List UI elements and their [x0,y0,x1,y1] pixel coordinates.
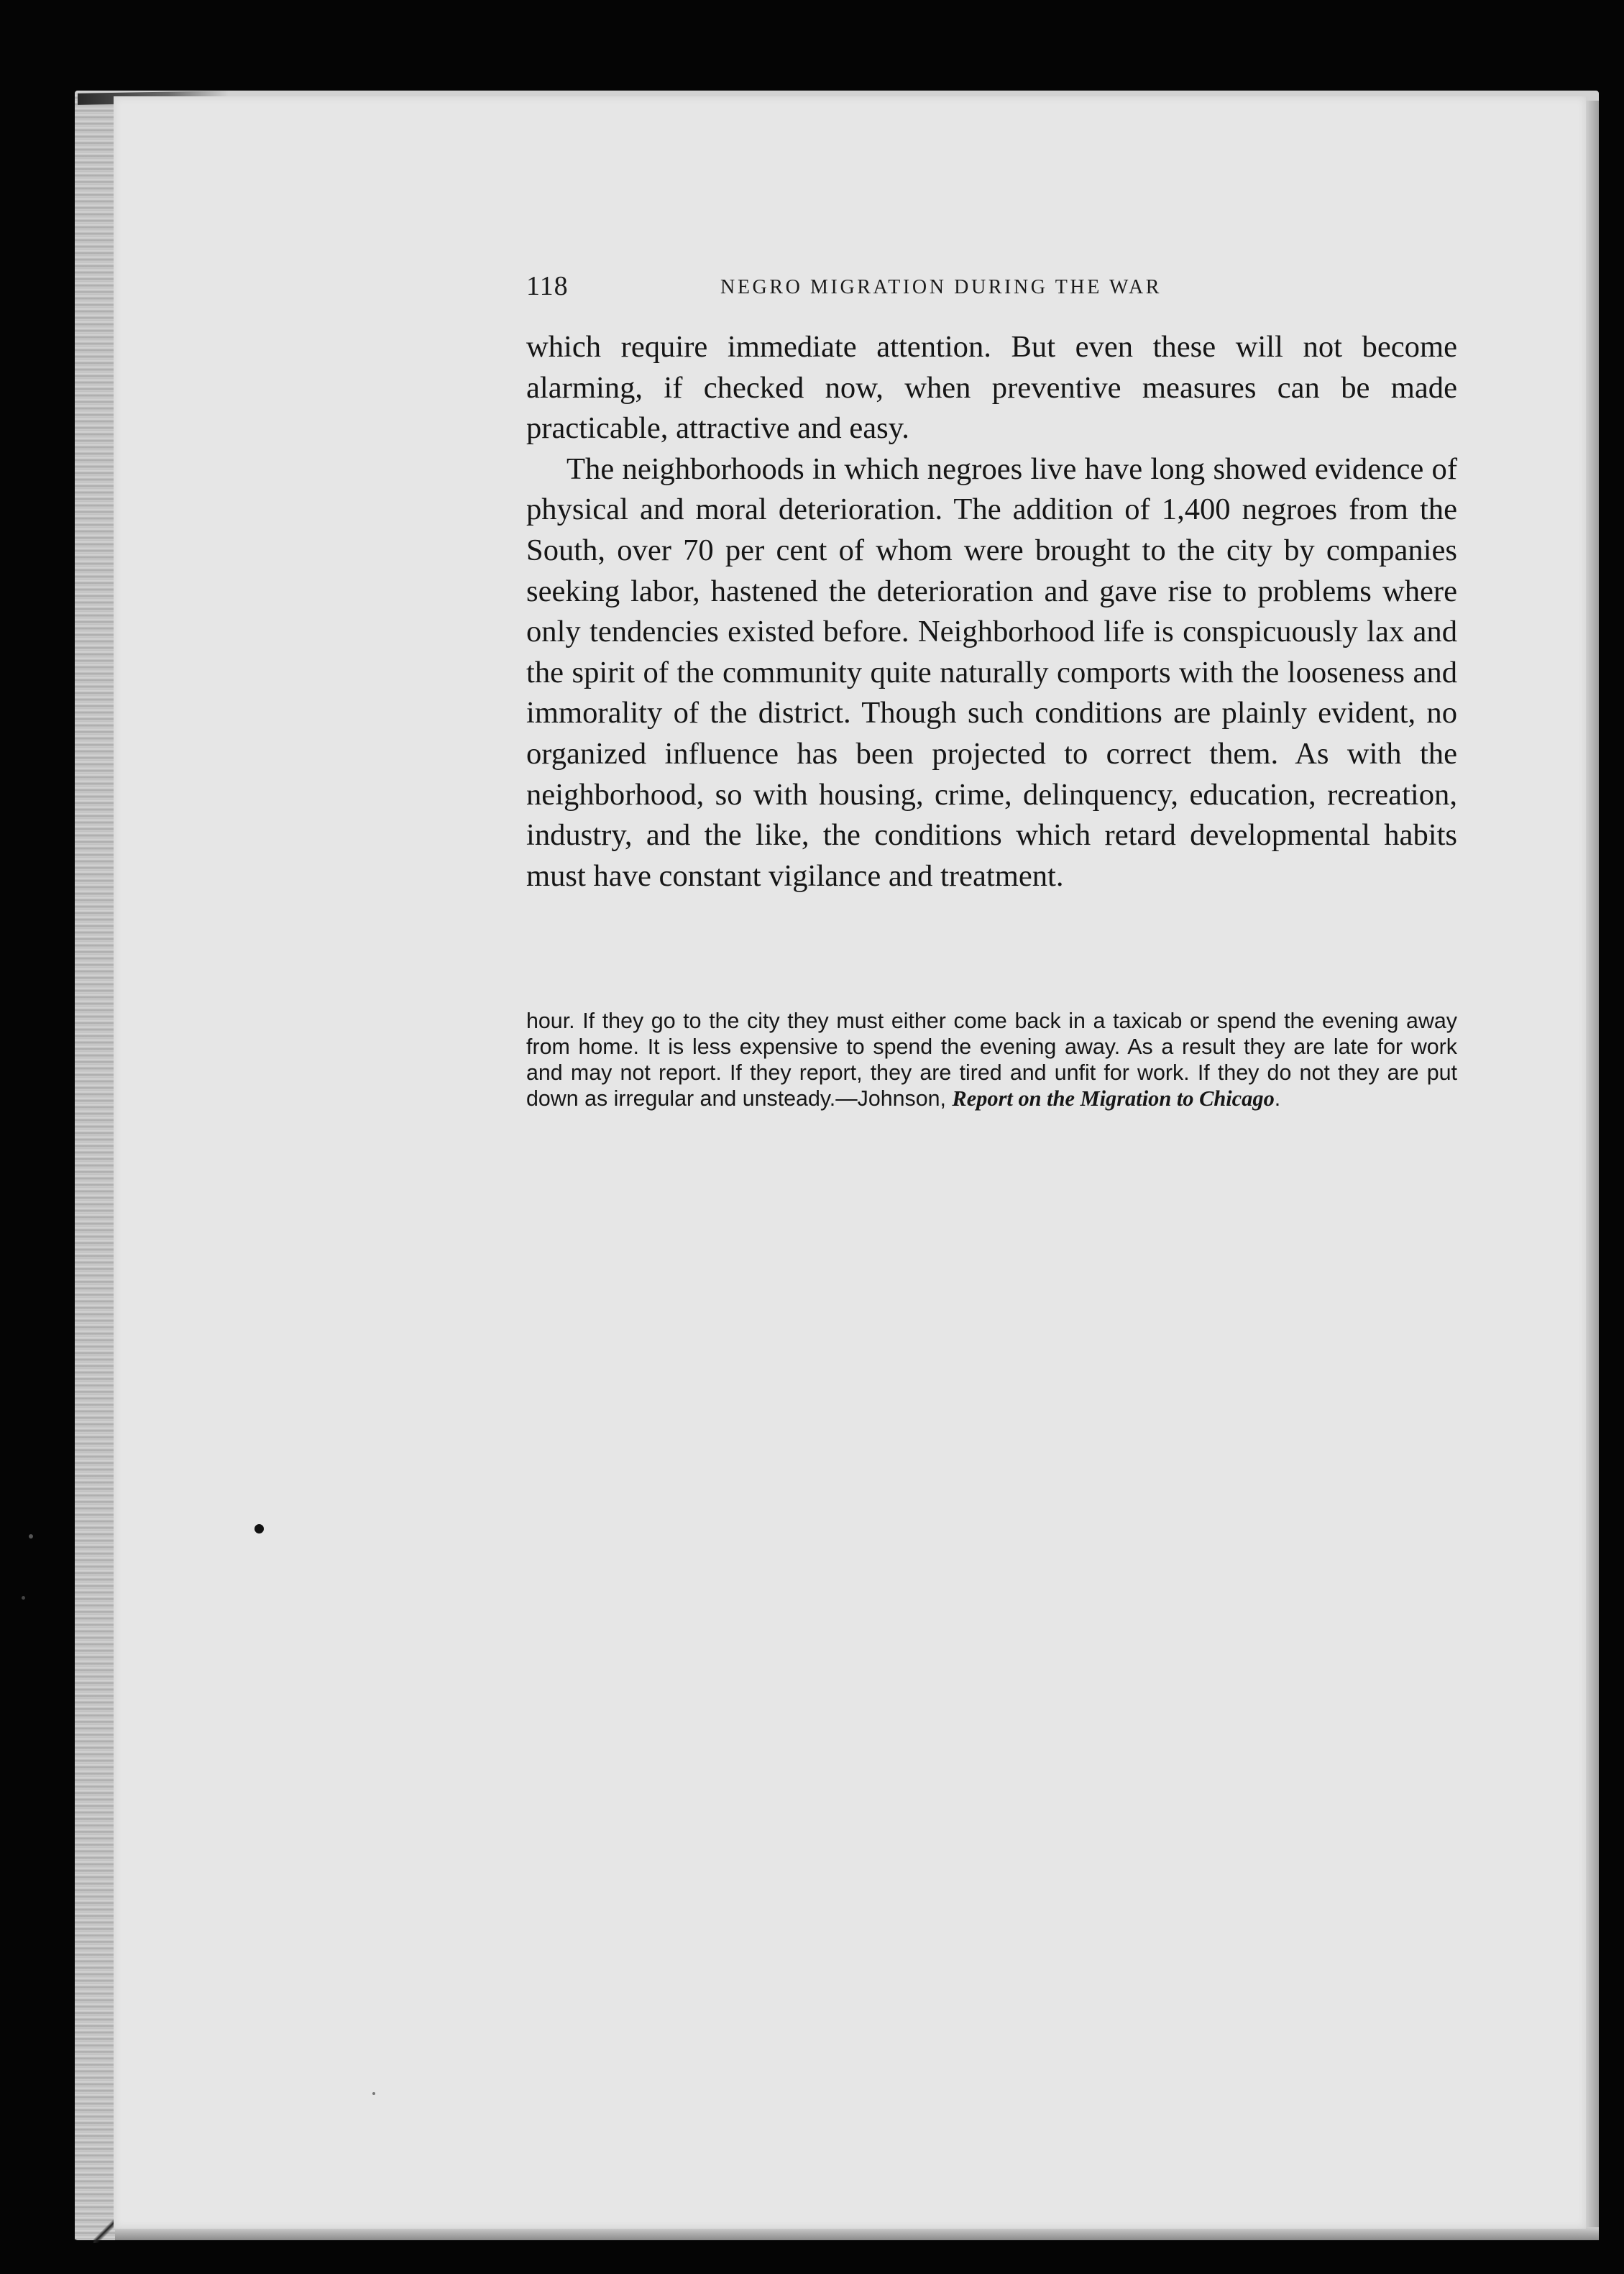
footnote-end-punctuation: . [1274,1086,1281,1111]
paragraph-neighborhoods: The neighborhoods in which negroes live have long showed evidence of physical and moral deterioration. The addition of 1,400 negroes from the South, over 70 per cent of whom were brought to the city by companies seeking labor, hastened the deterioration and gave rise to problems where only tendencies existed before. Neighborhood life is conspicuously lax and the spirit of the community quite naturally comports with the looseness and immorality of the district. Though such conditions are plainly evident, no organized influence has been projected to correct them. As with the neighborhood, so with housing, crime, delinquency, education, recreation, industry, and the like, the conditions which retard developmental habits must have constant vigilance and treatment. [526,451,1457,893]
paragraph-continued: which require immediate attention. But even these will not become alarming, if checked now, when preventive measures can be made practicable, attractive and easy. [526,330,1457,446]
footnote [526,1008,1457,1111]
dust-speck [372,2092,375,2095]
footnote-paragraph [526,1008,1457,1111]
page-header [526,270,1274,306]
page-bottom-edge [115,2227,1599,2240]
page-right-edge [1586,101,1599,2239]
ink-speck [254,1524,264,1533]
footnote-citation-title: Report on the Migration to Chicago [952,1086,1275,1111]
dust-speck [29,1534,33,1539]
body-text [526,327,1457,897]
running-head: NEGRO MIGRATION DURING THE WAR [720,276,1162,298]
page-number: 118 [526,271,569,301]
dust-speck [22,1596,25,1600]
footnote-text: hour. If they go to the city they must either come back in a taxicab or spend the evening away from home. It is less expensive to spend the evening away. As a result they are late for work and may not report. If they report, they are tired and unfit for work. If they do not they are put down as irregular and unsteady.—Johnson, [526,1009,1457,1111]
